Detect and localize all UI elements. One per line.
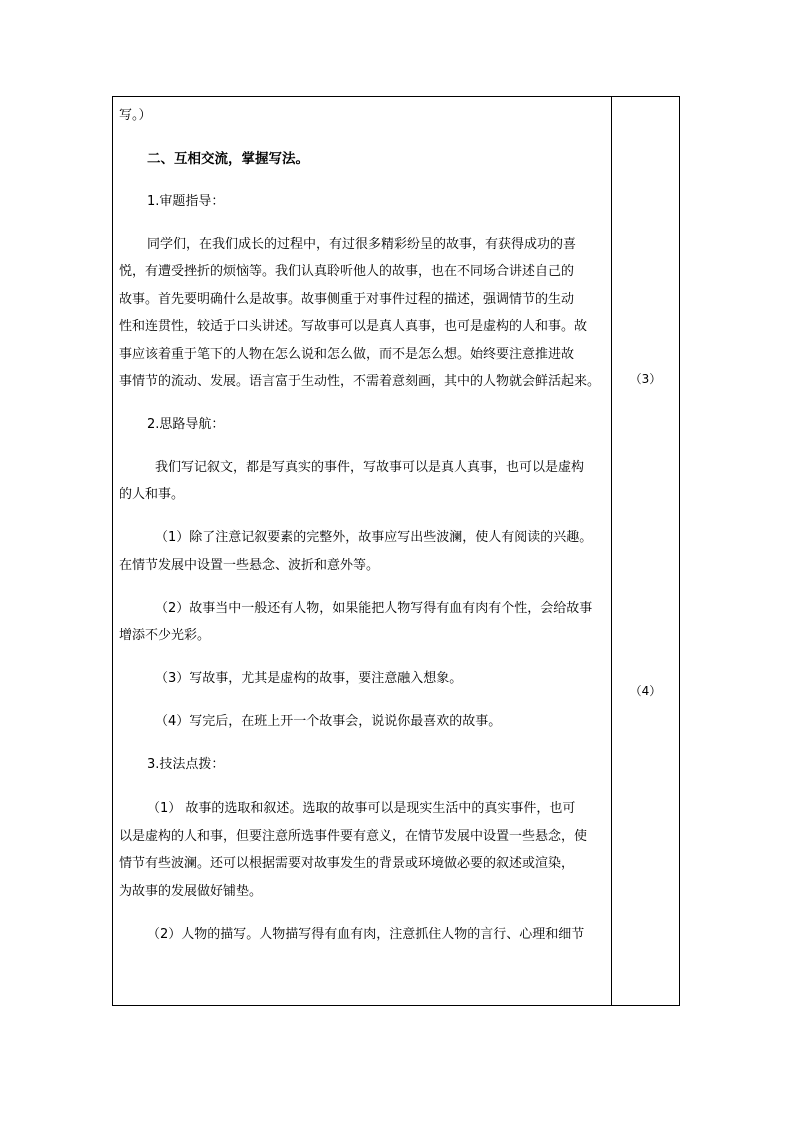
text-line: （2）人物的描写。人物描写得有血有肉，注意抓住人物的言行、心理和细节 <box>147 927 585 942</box>
side-note-4: （4） <box>629 684 662 698</box>
text-line: 事情节的流动、发展。语言富于生动性，不需着意刻画，其中的人物就会鲜活起来。 <box>119 374 601 389</box>
subheading-2: 2.思路导航： <box>147 417 225 432</box>
text-line: （3）写故事，尤其是虚构的故事，要注意融入想象。 <box>155 671 463 686</box>
text-line: （4）写完后，在班上开一个故事会，说说你最喜欢的故事。 <box>155 714 502 729</box>
text-line: （1） 故事的选取和叙述。选取的故事可以是现实生活中的真实事件，也可 <box>147 801 576 816</box>
text-line: 我们写记叙文，都是写真实的事件，写故事可以是真人真事，也可以是虚构 <box>155 460 585 475</box>
text-line: 写。） <box>119 108 152 123</box>
text-line: 在情节发展中设置一些悬念、波折和意外等。 <box>119 558 380 573</box>
lesson-content-cell <box>113 97 611 1005</box>
section-heading: 二、互相交流，掌握写法。 <box>147 151 309 167</box>
text-line: 故事。首先要明确什么是故事。故事侧重于对事件过程的描述，强调情节的生动 <box>119 292 575 307</box>
text-line: 增添不少光彩。 <box>119 628 211 643</box>
side-notes-cell <box>612 97 679 1005</box>
subheading-3: 3.技法点拨： <box>147 757 225 772</box>
text-line: （2）故事当中一般还有人物，如果能把人物写得有血有肉有个性，会给故事 <box>155 601 593 616</box>
text-line: （1）除了注意记叙要素的完整外，故事应写出些波澜，使人有阅读的兴趣。 <box>155 530 593 545</box>
lesson-table <box>112 96 680 1006</box>
subheading-1: 1.审题指导： <box>147 194 225 209</box>
text-line: 为故事的发展做好铺垫。 <box>119 884 263 899</box>
text-line: 同学们，在我们成长的过程中，有过很多精彩纷呈的故事，有获得成功的喜 <box>147 237 577 252</box>
side-note-3: （3） <box>629 372 662 386</box>
text-line: 性和连贯性，较适于口头讲述。写故事可以是真人真事，也可是虚构的人和事。故 <box>119 319 588 334</box>
text-line: 事应该着重于笔下的人物在怎么说和怎么做，而不是怎么想。始终要注意推进故 <box>119 347 575 362</box>
text-line: 的人和事。 <box>119 487 185 502</box>
text-line: 悦，有遭受挫折的烦恼等。我们认真聆听他人的故事，也在不同场合讲述自己的 <box>119 264 575 279</box>
text-line: 以是虚构的人和事，但要注意所选事件要有意义，在情节发展中设置一些悬念，使 <box>119 829 588 844</box>
text-line: 情节有些波澜。还可以根据需要对故事发生的背景或环境做必要的叙述或渲染， <box>119 856 575 871</box>
